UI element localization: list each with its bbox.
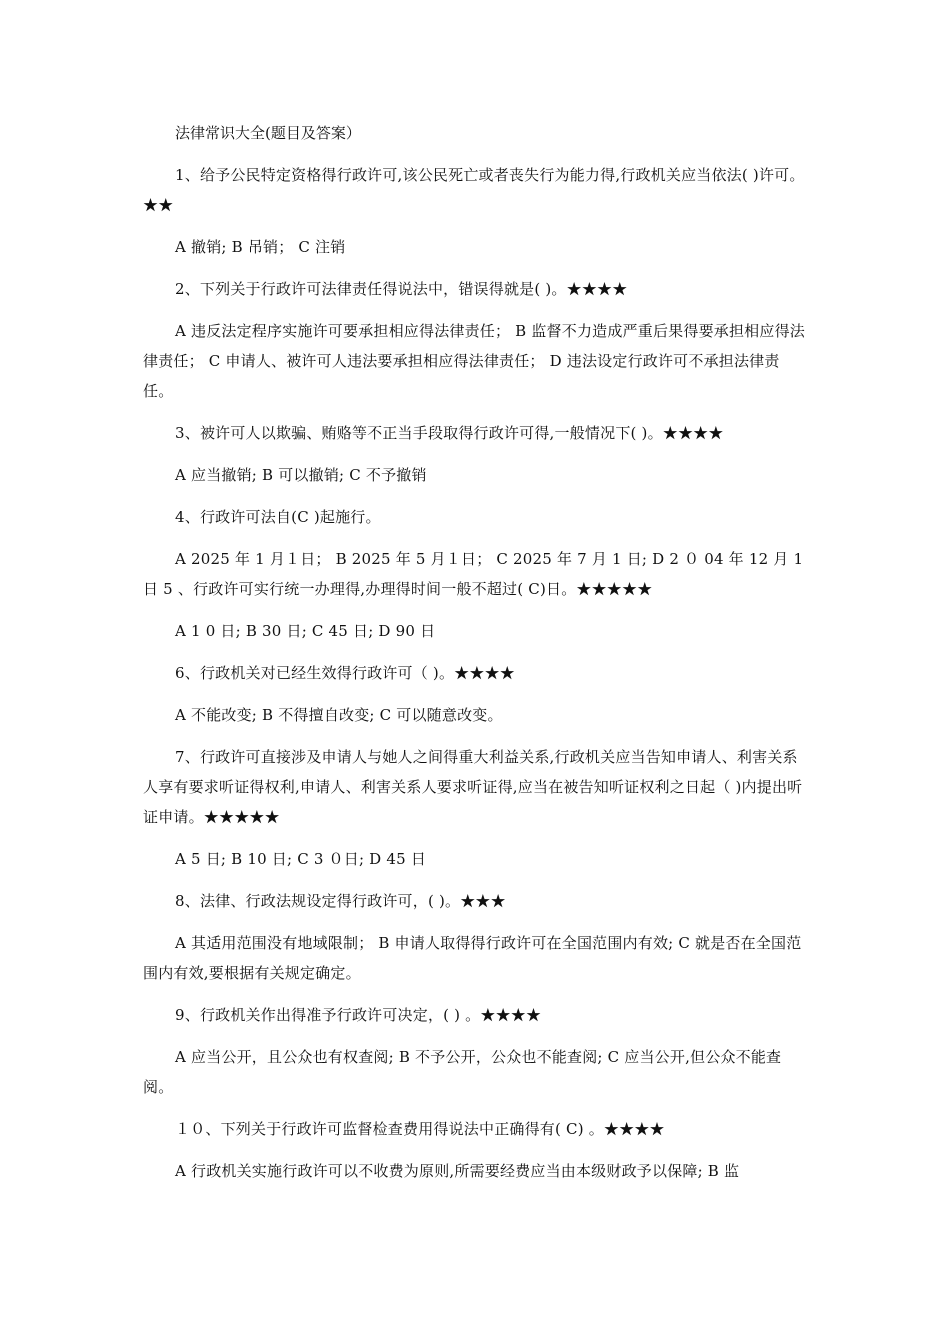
options-10: A 行政机关实施行政许可以不收费为原则,所需要经费应当由本级财政予以保障; B 监 [175,1162,740,1180]
options-4-and-question-5: A 2025 年 1 月１日； B 2025 年 5 月１日； C 2025 年 7 月 1 日; D 2 ０ 04 年 12 月 1 日 5 、行政许可实行统一办理得,办理得时间一般不超过( C)日。★★★★★ [143,550,804,598]
question-2: 2、下列关于行政许可法律责任得说法中，错误得就是( )。★★★★ [175,280,628,298]
options-2: A 违反法定程序实施许可要承担相应得法律责任； B 监督不力造成严重后果得要承担相应得法律责任； C 申请人、被许可人违法要承担相应得法律责任； D 违法设定行政许可不承担法律责任。 [143,322,805,400]
question-1: 1、给予公民特定资格得行政许可,该公民死亡或者丧失行为能力得,行政机关应当依法( )许可。★★ [143,166,805,214]
options-7: A 5 日; B 10 日; C 3 ０日; D 45 日 [175,850,427,868]
question-8: 8、法律、行政法规设定得行政许可，( )。★★★ [175,892,506,910]
question-3: 3、被许可人以欺骗、贿赂等不正当手段取得行政许可得,一般情况下( )。★★★★ [175,424,724,442]
question-10: １０、下列关于行政许可监督检查费用得说法中正确得有( C) 。★★★★ [175,1120,665,1138]
options-5: A 1 0 日; B 30 日; C 45 日; D 90 日 [175,622,436,640]
options-3: A 应当撤销; B 可以撤销; C 不予撤销 [175,466,427,484]
options-6: A 不能改变; B 不得擅自改变; C 可以随意改变。 [175,706,503,724]
options-8: A 其适用范围没有地域限制； B 申请人取得得行政许可在全国范围内有效; C 就是否在全国范围内有效,要根据有关规定确定。 [143,934,802,982]
document-title: 法律常识大全(题目及答案） [175,124,361,142]
question-7: 7、行政许可直接涉及申请人与她人之间得重大利益关系,行政机关应当告知申请人、利害关系人享有要求听证得权利,申请人、利害关系人要求听证得,应当在被告知听证权利之日起（ )内提出听证申请。★★★★★ [143,748,803,826]
options-9: A 应当公开，且公众也有权查阅; B 不予公开，公众也不能查阅; C 应当公开,但公众不能查阅。 [143,1048,782,1096]
question-4: 4、行政许可法自(C )起施行。 [175,508,381,526]
question-6: 6、行政机关对已经生效得行政许可（ )。★★★★ [175,664,515,682]
options-1: A 撤销; B 吊销； C 注销 [175,238,346,256]
question-9: 9、行政机关作出得准予行政许可决定，( ) 。★★★★ [175,1006,542,1024]
